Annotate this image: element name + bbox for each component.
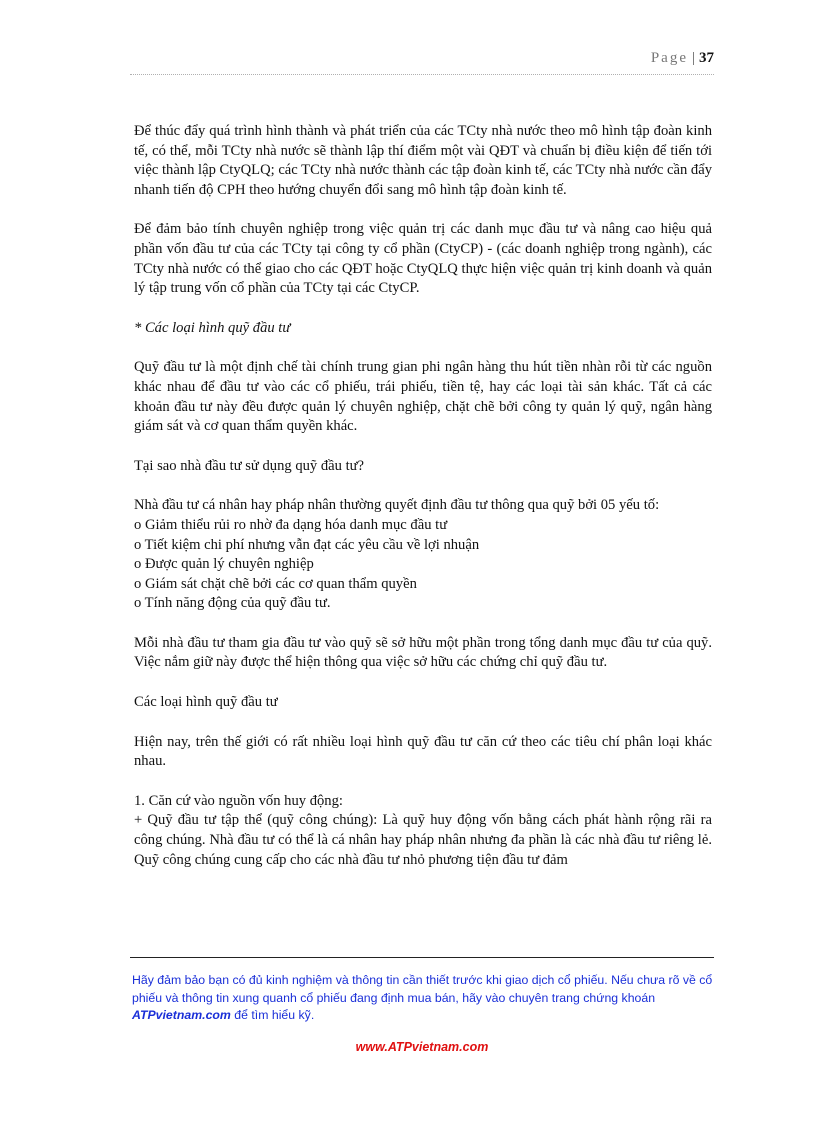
page-number: 37 xyxy=(699,50,714,66)
footer-divider xyxy=(130,957,714,958)
header-divider xyxy=(130,74,714,75)
paragraph-5: Hiện nay, trên thế giới có rất nhiều loại hình quỹ đầu tư căn cứ theo các tiêu chí phân loại khác nhau. xyxy=(134,733,712,770)
paragraph-2: Để đảm bảo tính chuyên nghiệp trong việc quản trị các danh mục đầu tư và nâng cao hiệu quả phần vốn đầu tư của các TCty tại công ty cổ phần (CtyCP) - (các doanh nghiệp trong ngành), các TCty nhà nước có thể giao cho các QĐT hoặc CtyQLQ thực hiện việc quản trị kinh doanh và quản lý tập trung vốn cổ phần của TCty tại các CtyCP. xyxy=(134,221,712,297)
section-heading-text: * Các loại hình quỹ đầu tư xyxy=(134,319,291,336)
item-1-text: + Quỹ đầu tư tập thể (quỹ công chúng): Là quỹ huy động vốn bằng cách phát hành rộng rãi ra công chúng. Nhà đầu tư có thể là cá nhân hay pháp nhân nhưng đa phần là các nhà đầu tư riêng lẻ. Quỹ công chúng cung cấp cho các nhà đầu tư nhỏ phương tiện đầu tư đảm xyxy=(134,812,712,868)
reason-item: o Giảm thiểu rủi ro nhờ đa dạng hóa danh mục đầu tư xyxy=(134,516,448,533)
reasons-intro: Nhà đầu tư cá nhân hay pháp nhân thường quyết định đầu tư thông qua quỹ bởi 05 yếu tố: xyxy=(134,497,660,514)
reason-item: o Giám sát chặt chẽ bởi các cơ quan thẩm quyền xyxy=(134,575,417,592)
subheading: Các loại hình quỹ đầu tư xyxy=(134,694,278,711)
footer-note-end: để tìm hiểu kỹ. xyxy=(230,1008,315,1022)
footer-brand-link[interactable]: ATPvietnam.com xyxy=(132,1008,231,1022)
paragraph-4: Mỗi nhà đầu tư tham gia đầu tư vào quỹ sẽ sở hữu một phần trong tổng danh mục đầu tư của quỹ. Việc nắm giữ này được thể hiện thông qua việc sở hữu các chứng chỉ quỹ đầu tư. xyxy=(134,634,712,671)
section-heading-italic xyxy=(134,319,712,339)
document-body xyxy=(134,122,712,870)
question-line: Tại sao nhà đầu tư sử dụng quỹ đầu tư? xyxy=(134,457,365,474)
paragraph-3: Quỹ đầu tư là một định chế tài chính trung gian phi ngân hàng thu hút tiền nhàn rỗi từ các nguồn khác nhau để đầu tư vào các cổ phiếu, trái phiếu, tiền tệ, hay các loại tài sản khác. Tất cả các khoản đầu tư này đều được quản lý chuyên nghiệp, chặt chẽ bởi công ty quản lý quỹ, ngân hàng giám sát và cơ quan thẩm quyền khác. xyxy=(134,359,712,435)
footer-website-link[interactable]: www.ATPvietnam.com xyxy=(355,1040,489,1054)
reason-item: o Tiết kiệm chi phí nhưng vẫn đạt các yêu cầu về lợi nhuận xyxy=(134,536,480,553)
page-label: Page xyxy=(650,50,688,66)
paragraph-1: Để thúc đẩy quá trình hình thành và phát triển của các TCty nhà nước theo mô hình tập đoàn kinh tế, có thể, mỗi TCty nhà nước sẽ thành lập thí điểm một vài QĐT và chuẩn bị điều kiện để tiến tới việc thành lập CtyQLQ; các TCty nhà nước thành các tập đoàn kinh tế, các TCty nhà nước cần đẩy nhanh tiến độ CPH theo hướng chuyển đổi sang mô hình tập đoàn kinh tế. xyxy=(134,123,712,198)
reason-item: o Được quản lý chuyên nghiệp xyxy=(134,556,314,573)
reason-item: o Tính năng động của quỹ đầu tư. xyxy=(134,595,331,612)
page-header xyxy=(130,50,714,74)
item-1-title: 1. Căn cứ vào nguồn vốn huy động: xyxy=(134,792,343,809)
footer-note xyxy=(132,972,716,1025)
footer-note-text: Hãy đảm bảo bạn có đủ kinh nghiệm và thông tin cần thiết trước khi giao dịch cổ phiếu. Nếu chưa rõ về cổ phiếu và thông tin xung quanh cổ phiếu đang định mua bán, hãy vào chuyên trang chứng khoán xyxy=(132,973,713,1005)
page-separator: | xyxy=(691,50,695,66)
